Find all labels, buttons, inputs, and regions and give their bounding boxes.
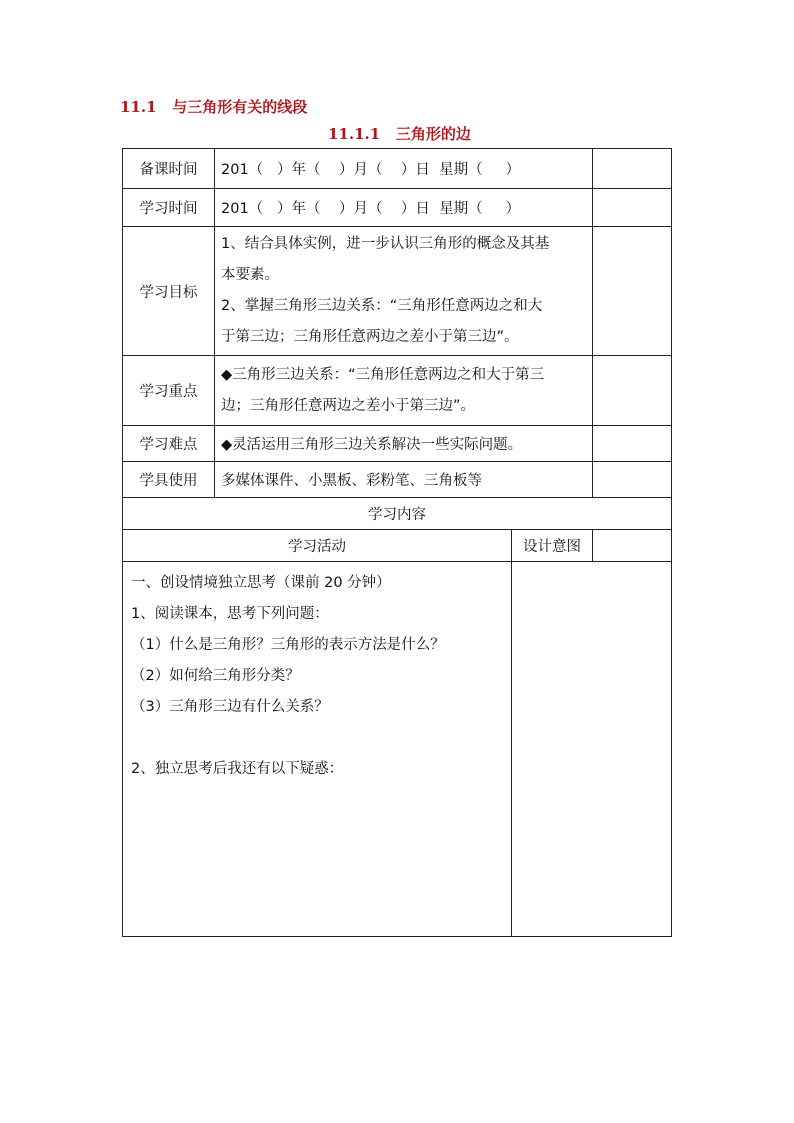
tools-label: 学具使用 <box>123 462 215 498</box>
column-header-extra-cell <box>593 530 672 562</box>
difficulty-row <box>123 426 672 462</box>
activity-line: （2）如何给三角形分类？ <box>131 668 300 684</box>
goals-extra-cell <box>593 227 672 356</box>
difficulty-extra-cell <box>593 426 672 462</box>
difficulty-value: ◆灵活运用三角形三边关系解决一些实际问题。 <box>215 426 593 462</box>
study-time-value: 201（ ）年（ ）月（ ）日 星期（ ） <box>215 189 593 227</box>
prep-time-value: 201（ ）年（ ）月（ ）日 星期（ ） <box>215 149 593 189</box>
activity-line: 一、创设情境独立思考（课前 20 分钟） <box>131 575 391 591</box>
study-time-row <box>123 189 672 227</box>
tools-row <box>123 462 672 498</box>
focus-line: 边；三角形任意两边之差小于第三边”。 <box>221 397 476 414</box>
prep-time-row <box>123 149 672 189</box>
goals-line: 本要素。 <box>221 267 279 283</box>
focus-row <box>123 356 672 426</box>
tools-extra-cell <box>593 462 672 498</box>
activity-line: 2、独立思考后我还有以下疑惑： <box>131 761 344 777</box>
design-column-header: 设计意图 <box>512 530 593 562</box>
tools-value: 多媒体课件、小黑板、彩粉笔、三角板等 <box>215 462 593 498</box>
lesson-plan-table <box>122 148 672 937</box>
goals-row <box>123 227 672 356</box>
activity-blank-line <box>131 723 503 754</box>
content-header-row <box>123 498 672 530</box>
activity-row <box>123 562 672 937</box>
goals-line: 于第三边；三角形任意两边之差小于第三边”。 <box>221 329 519 345</box>
activity-column-header: 学习活动 <box>123 530 512 562</box>
focus-label: 学习重点 <box>123 356 215 426</box>
lesson-subtitle: 11.1.1 三角形的边 <box>328 125 471 143</box>
activity-content <box>123 562 512 937</box>
focus-content <box>215 356 593 426</box>
goals-label: 学习目标 <box>123 227 215 356</box>
activity-line: 1、阅读课本，思考下列问题： <box>131 606 329 622</box>
section-title: 学习内容 <box>123 498 672 530</box>
lesson-title: 11.1 与三角形有关的线段 <box>120 98 308 116</box>
focus-line: ◆三角形三边关系：“三角形任意两边之和大于第三 <box>221 366 545 383</box>
study-time-label: 学习时间 <box>123 189 215 227</box>
difficulty-label: 学习难点 <box>123 426 215 462</box>
prep-time-extra-cell <box>593 149 672 189</box>
study-time-extra-cell <box>593 189 672 227</box>
goals-line: 2、掌握三角形三边关系：“三角形任意两边之和大 <box>221 298 543 314</box>
activity-line: （3）三角形三边有什么关系？ <box>131 699 329 715</box>
prep-time-label: 备课时间 <box>123 149 215 189</box>
column-header-row <box>123 530 672 562</box>
design-intent-cell <box>512 562 672 937</box>
focus-extra-cell <box>593 356 672 426</box>
activity-line: （1）什么是三角形？三角形的表示方法是什么？ <box>131 637 445 653</box>
goals-line: 1、结合具体实例，进一步认识三角形的概念及其基 <box>221 236 550 252</box>
goals-content <box>215 227 593 356</box>
